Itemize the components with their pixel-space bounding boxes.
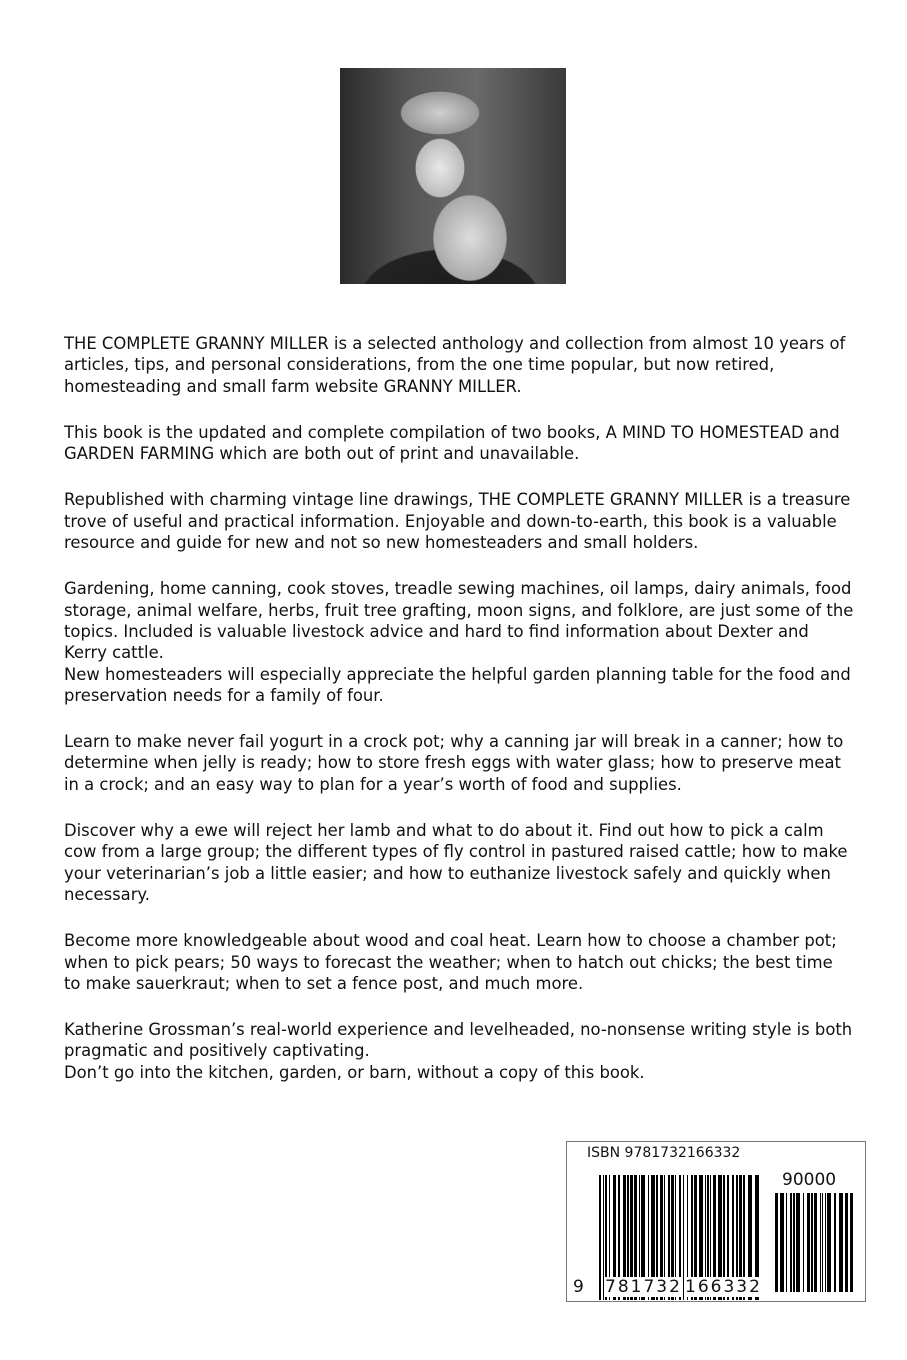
paragraph-compilation: This book is the updated and complete compilation of two books, A MIND TO HOMESTEAD and GARDEN FARMING which are both out of print and unavailable. xyxy=(64,422,840,464)
paragraph-topics: Gardening, home canning, cook stoves, treadle sewing machines, oil lamps, dairy animals, food storage, animal welfare, herbs, fruit tree grafting, moon signs, and folklore, are just some of the topics. Included is valuable livestock advice and hard to find information about Dexter and Kerry cattle. xyxy=(64,579,854,663)
barcode-bar xyxy=(683,1175,684,1300)
barcode-digits-left: 781732 xyxy=(605,1277,682,1297)
barcode-bar xyxy=(786,1193,787,1292)
barcode-bar xyxy=(599,1175,601,1300)
barcode-bar xyxy=(820,1193,821,1292)
barcode-bar xyxy=(827,1193,831,1292)
barcode-bar xyxy=(790,1193,792,1292)
barcode-bar xyxy=(834,1193,836,1292)
isbn-barcode xyxy=(566,1141,866,1302)
isbn-label: ISBN 9781732166332 xyxy=(587,1145,741,1161)
barcode-bar xyxy=(793,1193,795,1292)
barcode-bar xyxy=(775,1193,778,1292)
barcode-bar xyxy=(825,1193,826,1292)
paragraph-discover: Discover why a ewe will reject her lamb and what to do about it. Find out how to pick a calm cow from a large group; the different types of fly control in pastured raised cattle; how to make your veterinarian’s job a little easier; and how to euthanize livestock safely and quickly when necessary. xyxy=(64,821,848,904)
barcode-bar xyxy=(780,1193,784,1292)
barcode-bar xyxy=(796,1193,800,1292)
paragraph-new-homesteaders: New homesteaders will especially appreciate the helpful garden planning table for the food and preservation needs for a family of four. xyxy=(64,664,851,705)
barcode-bar xyxy=(603,1175,604,1300)
barcode-bar xyxy=(839,1193,843,1292)
barcode-bar xyxy=(845,1193,848,1292)
addon-number: 90000 xyxy=(782,1170,837,1190)
paragraph-learn: Learn to make never fail yogurt in a crock pot; why a canning jar will break in a canner; how to determine when jelly is ready; how to store fresh eggs with water glass; how to preserve meat in a crock; and an easy way to plan for a year’s worth of food and supplies. xyxy=(64,732,844,794)
paragraph-intro: THE COMPLETE GRANNY MILLER is a selected anthology and collection from almost 10 years of articles, tips, and personal considerations, from the one time popular, but now retired, homesteading and small farm website GRANNY MILLER. xyxy=(64,334,846,396)
paragraph-closing: Don’t go into the kitchen, garden, or barn, without a copy of this book. xyxy=(64,1062,645,1082)
barcode-bar xyxy=(814,1193,817,1292)
barcode-bar xyxy=(807,1193,810,1292)
barcode-digits-right: 166332 xyxy=(685,1277,762,1297)
barcode-digit-first: 9 xyxy=(573,1277,584,1297)
paragraph-become: Become more knowledgeable about wood and coal heat. Learn how to choose a chamber pot; when to pick pears; 50 ways to forecast the weather; when to hatch out chicks; the best time to make sauerkraut; when to set a fence post, and much more. xyxy=(64,931,837,993)
author-photo xyxy=(340,68,566,284)
barcode-bar xyxy=(803,1193,804,1292)
paragraph-author: Katherine Grossman’s real-world experience and levelheaded, no-nonsense writing style is both pragmatic and positively captivating. xyxy=(64,1020,853,1061)
barcode-bar xyxy=(822,1193,823,1292)
back-cover-blurb xyxy=(64,333,854,1108)
barcode-bar xyxy=(811,1193,813,1292)
barcode-bar xyxy=(850,1193,853,1292)
paragraph-republished: Republished with charming vintage line drawings, THE COMPLETE GRANNY MILLER is a treasure trove of useful and practical information. Enjoyable and down-to-earth, this book is a valuable resource and guide for new and not so new homesteaders and small holders. xyxy=(64,490,851,553)
